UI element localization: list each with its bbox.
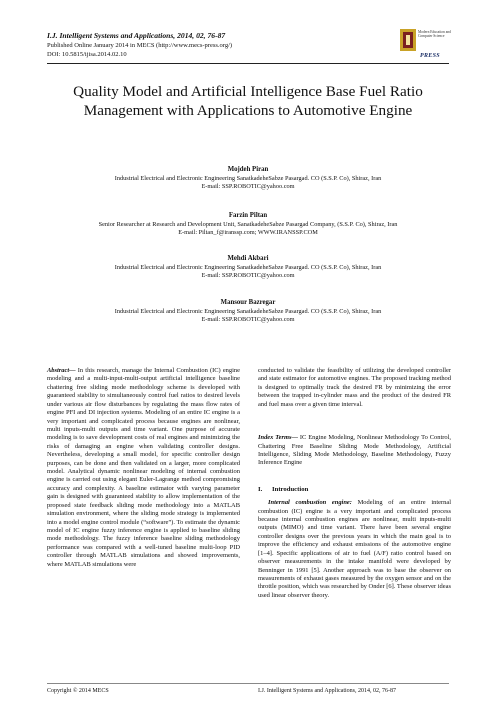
abstract-text: In this research, manage the Internal Combustion (IC) engine modeling and a multi-input-multi-output artificial intelligence baseline chattering free sliding mode methodology scheme is developed with guaranteed stability to simultaneously control fuel ratios to desired levels under various air flow disturbances by regulating the mass flow rates of engine PFI and DI injection systems. Modeling of an entire IC engine is a very important and complicated process because engines are nonlinear, multi inputs-multi outputs and time variant. One purpose of accurate modeling is to save development costs of real engines and minimizing the risks of damaging an engine when validating controller designs. Nevertheless, developing a small model, for specific controller design purposes, can be done and then validated on a larger, more complicated model. Analytical dynamic nonlinear modeling of internal combustion engine is carried out using elegant Euler-Lagrange method compromising accuracy and complexity. A baseline estimator with varying parameter gain is designed with guaranteed stability to allow implementation of the proposed state feedback sliding mode methodology into a MATLAB simulation environment, where the sliding mode strategy is implemented into a model engine control module (“software”). To estimate the dynamic model of IC engine fuzzy inference engine is applied to baseline sliding mode methodology. The fuzzy inference baseline sliding methodology performance was compared with a well-tuned baseline multi-loop PID controller through MATLAB simulations and showed improvements, where MATLAB simulations were [47, 367, 240, 568]
abstract-paragraph [47, 367, 240, 569]
author-block [47, 299, 449, 325]
author-name: Mojdeh Piran [227, 166, 269, 173]
header-divider [47, 63, 449, 64]
paper-title: Quality Model and Artificial Intelligence Base Fuel Ratio Management with Applications to Automotive Engine [73, 83, 423, 119]
author-block [47, 255, 449, 281]
footer-citation: I.J. Intelligent Systems and Applications, 2014, 02, 76-87 [258, 688, 396, 694]
section-title: Introduction [272, 485, 309, 493]
author-email: E-mail: SSP.ROBOTIC@yahoo.com [201, 316, 295, 323]
index-terms-text: IC Engine Modeling, Nonlinear Methodology To Control, Chattering Free Baseline Sliding Mode Methodology, Artificial Intelligence, Sliding Mode Methodology, Baseline Methodology, Fuzzy Inference Engine [258, 434, 451, 467]
publication-info: Published Online January 2014 in MECS (http://www.mecs-press.org/) [47, 42, 233, 49]
intro-paragraph [258, 499, 451, 600]
logo-caption: Modern Education and Computer Science [418, 30, 451, 39]
intro-text: Modeling of an entire internal combustion (IC) engine is a very important and complicated process because internal combustion engines are nonlinear, multi inputs-multi outputs (MIMO) and time variant. There have been several engine controller designs over the previous years in which the main goal is to improve the efficiency and exhaust emissions of the automotive engine [1–4]. Specific applications of air to fuel (A/F) ratio control based on observer measurements in the intake manifold were developed by Benninger in 1991 [5]. Another approach was to base the observer on measurements of exhaust gases measured by the oxygen sensor and on the throttle position, which was researched by Onder [6]. These observer ideas used linear observer theory. [258, 499, 451, 599]
intro-subhead: Internal combustion engine: [268, 499, 352, 507]
author-email: E-mail: SSP.ROBOTIC@yahoo.com [201, 272, 295, 279]
author-affiliation: Senior Researcher at Research and Development Unit, SanatkadeheSabze Pasargad Company, (S.S.P. Co), Shiraz, Iran [98, 220, 398, 228]
author-name: Mansour Bazregar [220, 299, 276, 306]
author-block [47, 166, 449, 192]
section-number: I. [258, 485, 263, 493]
abstract-label: Abstract— [47, 367, 76, 374]
author-block [47, 212, 449, 238]
left-column [47, 367, 240, 569]
author-email: E-mail: Piltan_f@iranssp.com; WWW.IRANSSP.COM [178, 229, 318, 236]
author-name: Mehdi Akbari [227, 255, 269, 262]
right-column [258, 367, 451, 600]
abstract-continuation: conducted to validate the feasibility of utilizing the developed controller and state estimator for automotive engines. The proposed tracking method is designed to optimally track the desired FR by minimizing the error between the trapped in-cylinder mass and the product of the desired FR and fuel mass over a given time interval. [258, 367, 451, 408]
logo-press: PRESS [420, 53, 440, 59]
author-affiliation: Industrial Electrical and Electronic Engineering SanatkadeheSabze Pasargad. CO (S.S.P. Co), Shiraz, Iran [114, 174, 382, 182]
doi: DOI: 10.5815/ijisa.2014.02.10 [47, 51, 127, 58]
journal-citation: I.J. Intelligent Systems and Applications, 2014, 02, 76-87 [47, 31, 226, 40]
footer-divider [47, 683, 449, 684]
author-name: Farzin Piltan [228, 212, 268, 219]
footer-copyright: Copyright © 2014 MECS [47, 688, 109, 694]
author-affiliation: Industrial Electrical and Electronic Engineering SanatkadeheSabze Pasargad. CO (S.S.P. Co), Shiraz, Iran [114, 263, 382, 271]
index-terms-label: Index Terms— [258, 434, 298, 442]
author-email: E-mail: SSP.ROBOTIC@yahoo.com [201, 183, 295, 190]
section-heading [258, 486, 451, 494]
index-terms [258, 434, 451, 468]
author-affiliation: Industrial Electrical and Electronic Engineering SanatkadeheSabze Pasargad. CO (S.S.P. Co), Shiraz, Iran [114, 307, 382, 315]
